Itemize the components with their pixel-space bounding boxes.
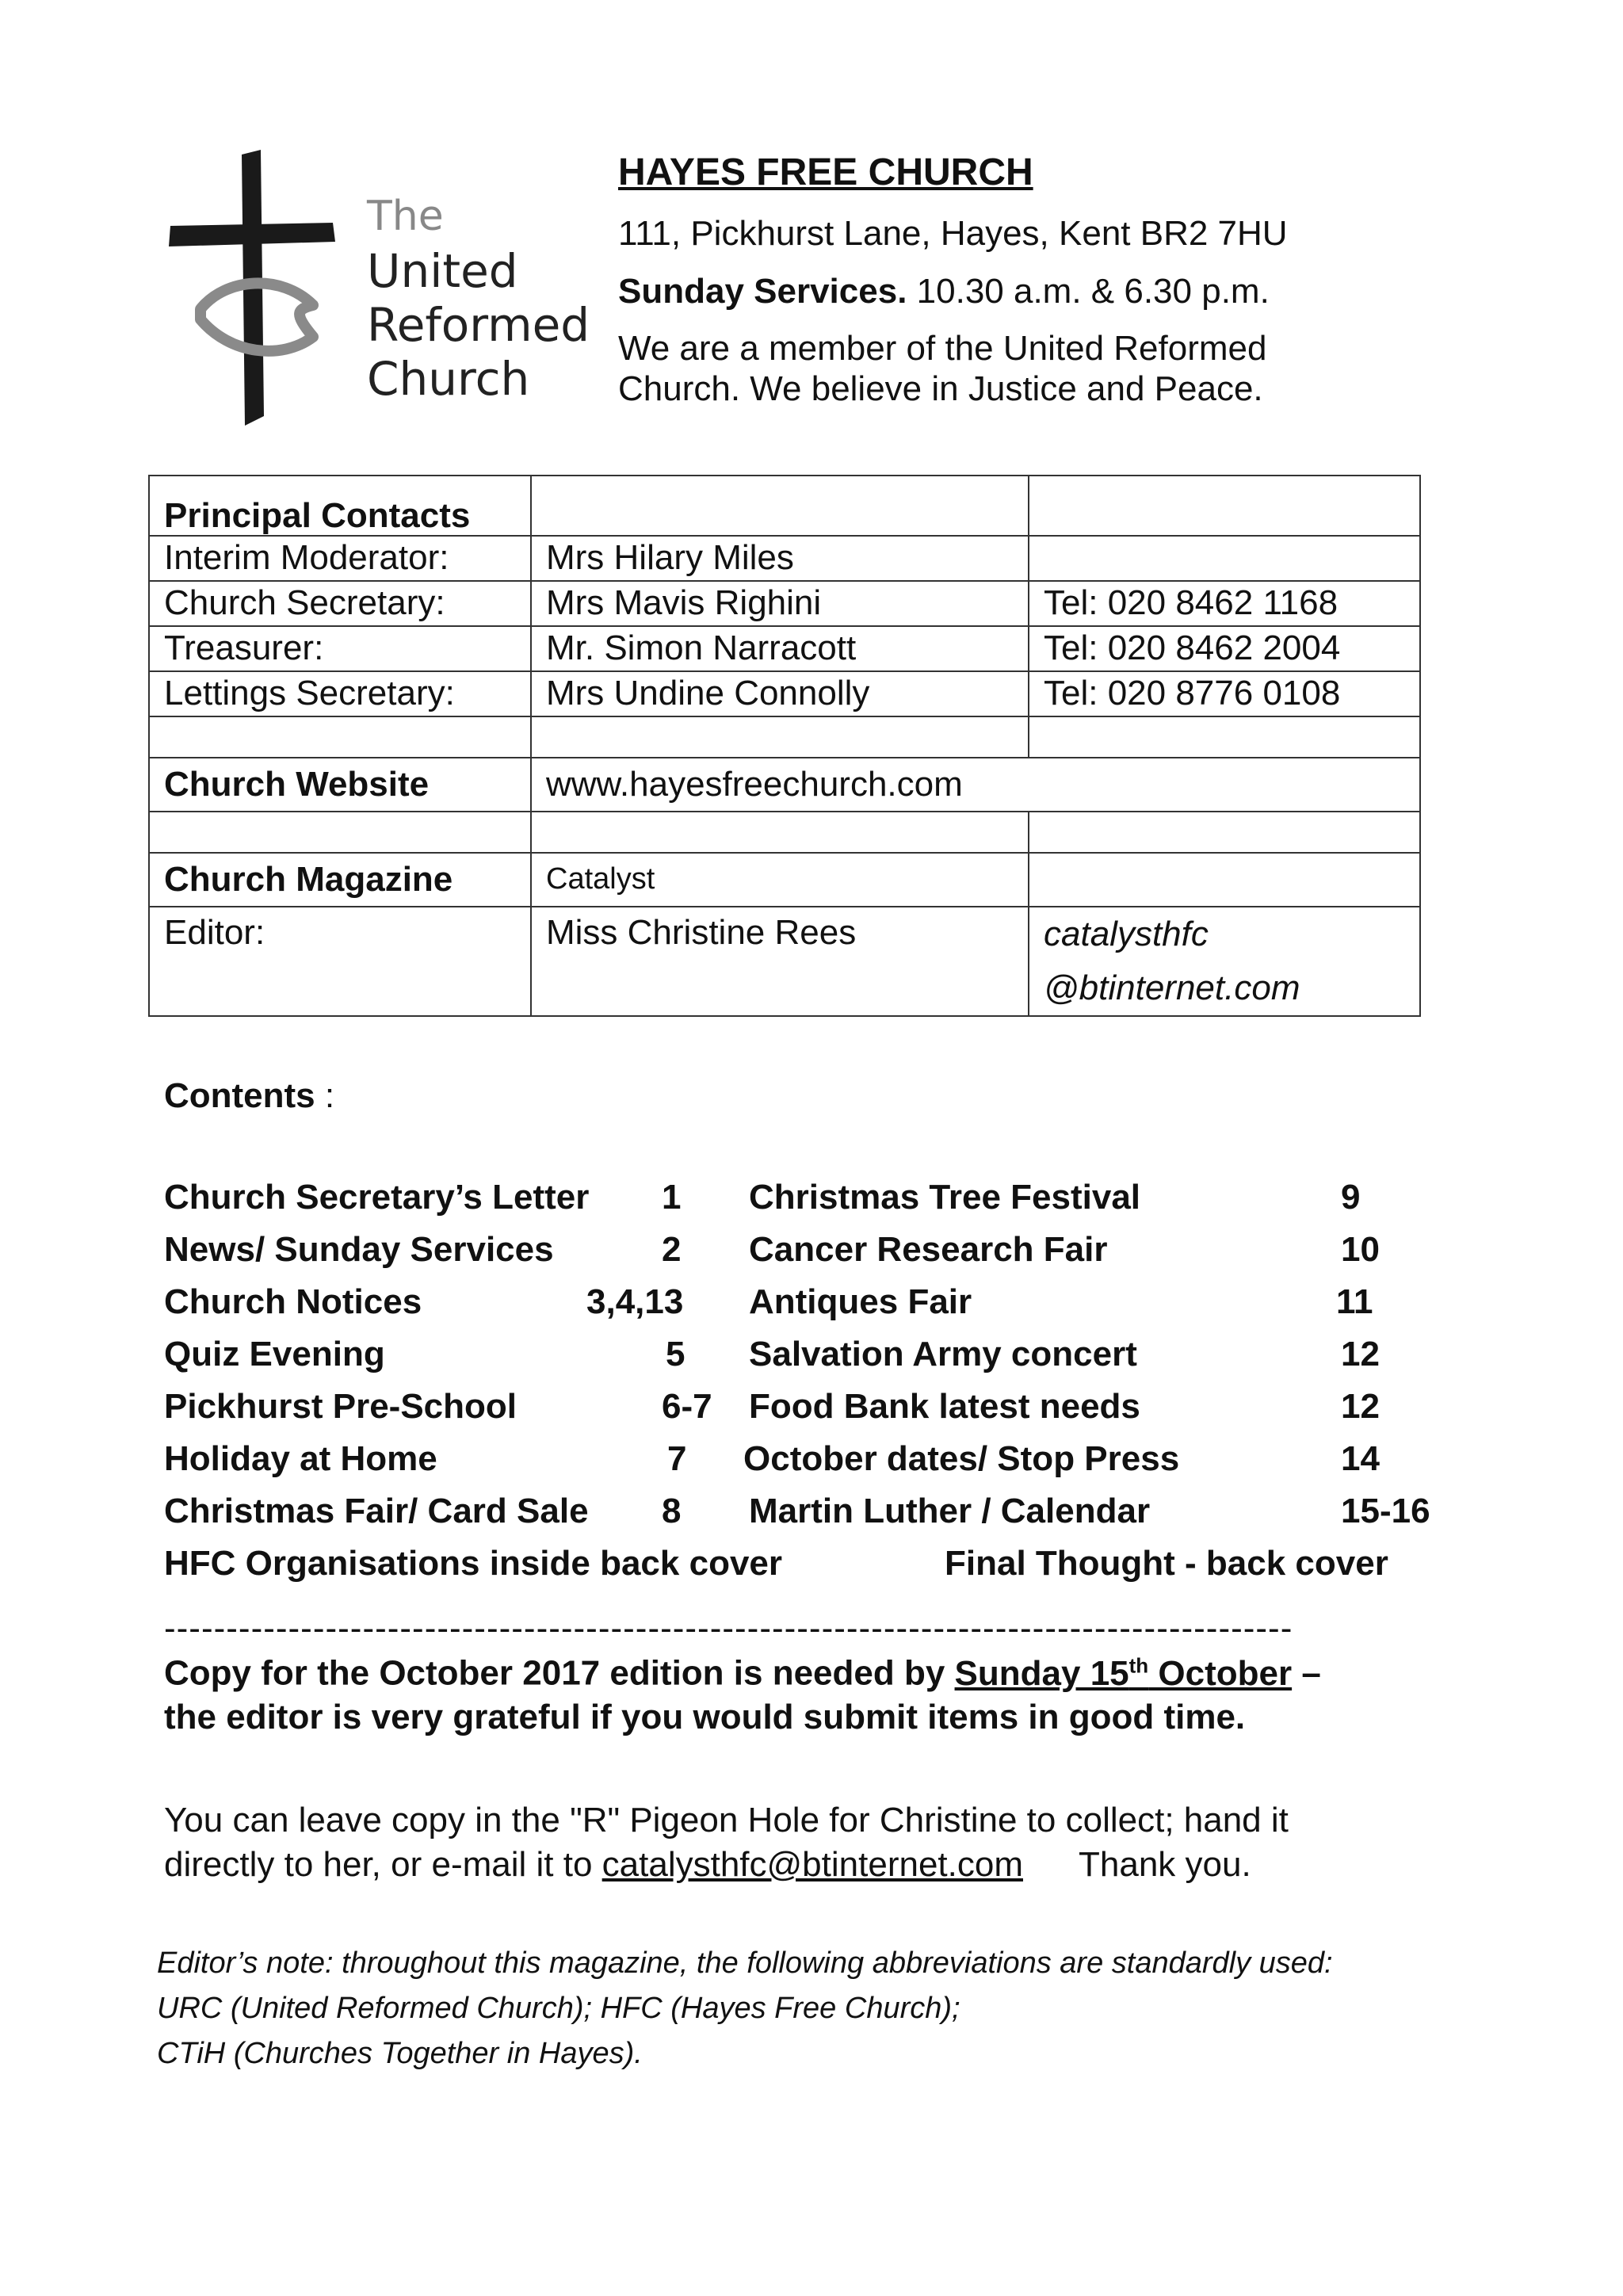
editor-email-part-1: catalysthfc [1044,915,1209,953]
toc-title: Christmas Fair/ Card Sale [164,1492,589,1530]
toc-page: 7 [667,1439,687,1478]
membership-line-2: Church. We believe in Justice and Peace. [618,369,1263,408]
toc-title: Christmas Tree Festival [749,1178,1141,1217]
contact-role: Interim Moderator: [149,536,531,581]
editor-note-line-3: CTiH (Churches Together in Hayes). [157,2037,643,2070]
empty-cell [149,812,531,853]
deadline-line-2: the editor is very grateful if you would submit items in good time. [164,1698,1246,1736]
toc-title: Holiday at Home [164,1439,437,1478]
deadline-date-suffix: th [1128,1653,1149,1677]
contact-name: Mr. Simon Narracott [531,626,1029,671]
toc-title: Antiques Fair [749,1282,972,1321]
editor-email-part-2: @btinternet.com [1044,968,1300,1008]
toc-page: 8 [662,1492,682,1530]
editor-label: Editor: [149,907,531,1016]
contact-name: Mrs Hilary Miles [531,536,1029,581]
toc-page: 3,4,13 [586,1282,684,1321]
toc-page: 14 [1341,1439,1380,1478]
contact-role: Church Secretary: [149,581,531,626]
editor-note-line-2: URC (United Reformed Church); HFC (Hayes Free Church); [157,1992,960,2025]
email-link[interactable]: catalysthfc@btinternet.com [601,1845,1023,1884]
copy-note-prefix: directly to her, or e-mail it to [164,1845,602,1884]
table-row [149,758,1420,812]
toc-title: Food Bank latest needs [749,1387,1140,1426]
logo-text-the: The [367,193,444,240]
sunday-services [618,272,1270,312]
contact-tel: Tel: 020 8462 2004 [1029,626,1420,671]
empty-cell [1029,853,1420,907]
editor-note-line-1: Editor’s note: throughout this magazine, the following abbreviations are standardly used: [157,1946,1333,1980]
deadline-date-day: Sunday 15 [954,1653,1129,1693]
table-row [149,812,1420,853]
toc-page: 11 [1336,1282,1373,1321]
toc-page: 6-7 [662,1387,712,1426]
table-row [149,671,1420,716]
contact-tel: Tel: 020 8776 0108 [1029,671,1420,716]
table-row [149,716,1420,758]
toc-page: 5 [666,1335,685,1373]
logo-text-reformed: Reformed [367,298,590,352]
toc-title: Church Secretary’s Letter [164,1178,590,1217]
deadline-date-month: October [1148,1653,1293,1693]
toc-page: 12 [1341,1335,1380,1373]
toc-page: 1 [662,1178,682,1217]
principal-contacts-table [148,475,1421,1017]
contact-role: Lettings Secretary: [149,671,531,716]
logo-text-church: Church [367,352,530,406]
toc-page: 12 [1341,1387,1380,1426]
empty-cell [1029,476,1420,536]
services-label: Sunday Services. [618,272,907,311]
toc-title: Pickhurst Pre-School [164,1387,517,1426]
toc-title: News/ Sunday Services [164,1230,554,1269]
toc-title: October dates/ Stop Press [743,1439,1180,1478]
contact-tel: Tel: 020 8462 1168 [1029,581,1420,626]
deadline-date [955,1654,1293,1693]
logo-text-united: United [367,244,518,298]
website-url: www.hayesfreechurch.com [531,758,1420,812]
toc-title: Quiz Evening [164,1335,385,1373]
church-address: 111, Pickhurst Lane, Hayes, Kent BR2 7HU [618,214,1288,253]
contact-role: Treasurer: [149,626,531,671]
website-label: Church Website [149,758,531,812]
thank-you-text: Thank you. [1079,1845,1251,1884]
services-times: 10.30 a.m. & 6.30 p.m. [916,272,1270,311]
editor-email [1029,907,1420,1016]
empty-cell [531,476,1029,536]
empty-cell [1029,812,1420,853]
editor-name: Miss Christine Rees [531,907,1029,1016]
toc-page: 15-16 [1341,1492,1430,1530]
toc-page: 9 [1341,1178,1361,1217]
empty-cell [149,716,531,758]
magazine-label: Church Magazine [149,853,531,907]
magazine-name: Catalyst [531,853,1029,907]
contact-tel [1029,536,1420,581]
urc-logo [162,147,590,432]
copy-note-line-2 [164,1845,1251,1885]
toc-title: Cancer Research Fair [749,1230,1108,1269]
contacts-heading: Principal Contacts [149,476,531,536]
membership-statement [618,329,1411,409]
table-row [149,476,1420,536]
toc-final-thought: Final Thought - back cover [945,1544,1388,1583]
copy-note-line-1: You can leave copy in the "R" Pigeon Hole for Christine to collect; hand it [164,1801,1289,1839]
table-row [149,853,1420,907]
table-row [149,626,1420,671]
toc-title: Salvation Army concert [749,1335,1137,1373]
membership-line-1: We are a member of the United Reformed [618,329,1267,368]
contact-name: Mrs Undine Connolly [531,671,1029,716]
table-row [149,907,1420,1016]
deadline-text: Copy for the October 2017 edition is needed by [164,1653,955,1693]
cross-fish-icon [162,147,353,432]
contents-colon: : [315,1076,335,1115]
toc-page: 10 [1341,1230,1380,1269]
contents-title: Contents [164,1076,315,1115]
empty-cell [531,716,1029,758]
contents-heading [164,1076,334,1116]
church-name: HAYES FREE CHURCH [618,151,1033,193]
deadline-line-1 [164,1653,1321,1694]
contact-name: Mrs Mavis Righini [531,581,1029,626]
toc-title: Church Notices [164,1282,422,1321]
empty-cell [1029,716,1420,758]
toc-organisations: HFC Organisations inside back cover [164,1544,783,1583]
table-row [149,536,1420,581]
table-row [149,581,1420,626]
deadline-dash: – [1292,1653,1321,1693]
dashed-divider: ------------------------------------------------------------------------------------------- [164,1609,1293,1648]
toc-title: Martin Luther / Calendar [749,1492,1151,1530]
empty-cell [531,812,1029,853]
toc-page: 2 [662,1230,682,1269]
